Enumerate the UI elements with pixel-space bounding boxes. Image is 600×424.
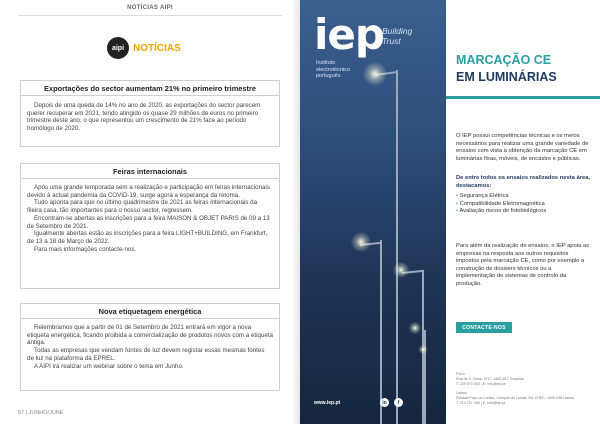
aipi-logo	[107, 37, 181, 59]
title-rule	[446, 96, 600, 99]
contact-button[interactable]: CONTACTE-NOS	[456, 322, 512, 333]
article-paragraph: Para mais informações contacte-nos.	[34, 245, 137, 253]
article-paragraph: Relembramos que a partir de 01 de Setembro de 2021 entrará em vigor a nova etiqueta energética, ficando proibida a comercialização de produtos novos com a etiqueta antiga.	[27, 324, 273, 347]
ad-closing: Para além da realização de ensaios, o IEP apoia as empresas na resposta aos outros requisitos impostos pela marcação CE, como por exemplo a construção de dossiers técnicos ou a implementação de sistemas de controlo da produção.	[456, 243, 589, 287]
iep-logo: iep	[314, 10, 384, 59]
brand-subtitle	[316, 60, 350, 80]
lamp-light	[362, 62, 388, 86]
page-header: NOTÍCIAS AIPI	[127, 5, 173, 11]
list-item: • Avaliação riscos de fotobiológicos	[456, 208, 592, 216]
brand-tagline	[382, 26, 412, 46]
ad-list-heading: De entre todos os ensaios realizados nesta área, destacamos:	[456, 175, 591, 189]
article-paragraph: Tudo aponta para que no último quadrimestre de 2021 as feiras internacionais da fileira casa, tão importantes para o nosso sector, regressem.	[27, 199, 258, 215]
article-energy-label	[20, 303, 280, 391]
noticias-label: NOTÍCIAS	[133, 42, 181, 54]
header-divider	[18, 15, 282, 16]
linkedin-icon[interactable]: in	[380, 398, 389, 407]
test-list	[456, 193, 592, 216]
tagline-line: Building	[382, 26, 413, 36]
street-lamps-photo	[300, 0, 446, 424]
ad-intro: O IEP possui competências técnicas e os meios necessários para realizar uma grande variedade de ensaios com vista à obtenção da marcação CE em luminárias fixas, móveis, de encastre e públicas.	[456, 133, 589, 162]
lamp-pole	[380, 240, 382, 424]
article-title: Feiras internacionais	[21, 164, 279, 179]
article-paragraph: Encontram-se abertas as inscrições para a feira MAISON & OBJET PARIS de 09 a 13 de Setembro de 2021.	[27, 214, 270, 230]
lamp-pole	[396, 70, 398, 424]
iep-ad-text	[446, 0, 600, 424]
article-title: Exportações do sector aumentam 21% no primeiro trimestre	[21, 81, 279, 96]
article-paragraph: Após uma grande temporada sem a realização e participação em feiras internacionais devido à actual pandemia da COVID-19, surge agora a esperança da retoma.	[27, 184, 270, 199]
article-paragraph: A AIPI irá realizar um webinar sobre o tema em Junho.	[34, 362, 184, 370]
tagline-line: Trust	[382, 36, 401, 46]
ad-title-line-2: EM LUMINÁRIAS	[456, 70, 557, 84]
lamp-pole	[424, 330, 426, 424]
article-paragraph: Todas as empresas que vendam fontes de luz devem registar essas mesmas fontes de luz na plataforma da EPREL.	[27, 347, 265, 362]
aipi-logo-mark: aipi	[107, 37, 129, 59]
subtitle-line: electrotécnico	[316, 66, 350, 73]
lamp-light	[350, 232, 372, 252]
article-paragraph: Depois de uma queda de 14% no ano de 2020, as exportações do sector parecem querer recuperar em 2021, tendo atingido os quase 29 milhões de euros no primeiro trimestre deste ano, o que representou um crescimento de 21% face ao período homólogo de 2020.	[27, 102, 261, 133]
facebook-icon[interactable]: f	[394, 398, 403, 407]
article-paragraph: Igualmente abertas estão as inscrições para a feira LIGHT+BUILDING, em Frankfurt, de 13 a 18 de Março de 2022.	[27, 230, 268, 245]
address-lisboa: Lisboa Estrada Paço do Lumiar, Campus do Lumiar, Ed. O R/C, 1649-038 Lisboa T: 214 727 250 | E: info@iep.pt	[456, 391, 574, 405]
page-footer: 57 | JUNHO/JUNE	[18, 410, 64, 416]
subtitle-line: português	[316, 73, 341, 79]
address-porto: Porto Rua de S. Gens, 3717, 4460-817 Custóias T: 229 570 000 | E: info@iep.pt	[456, 372, 524, 386]
list-item: • Segurança Elétrica	[456, 193, 592, 201]
lamp-light	[392, 262, 410, 278]
lamp-light	[408, 322, 422, 334]
subtitle-line: Instituto	[316, 60, 336, 66]
article-fairs	[20, 163, 280, 289]
lamp-light	[418, 345, 428, 354]
ad-title-line-1: MARCAÇÃO CE	[456, 53, 552, 67]
list-item: • Compatibilidade Eletromagnética	[456, 201, 592, 209]
website-link[interactable]: www.iep.pt	[314, 400, 341, 406]
article-exports	[20, 80, 280, 147]
article-title: Nova etiquetagem energética	[21, 304, 279, 319]
